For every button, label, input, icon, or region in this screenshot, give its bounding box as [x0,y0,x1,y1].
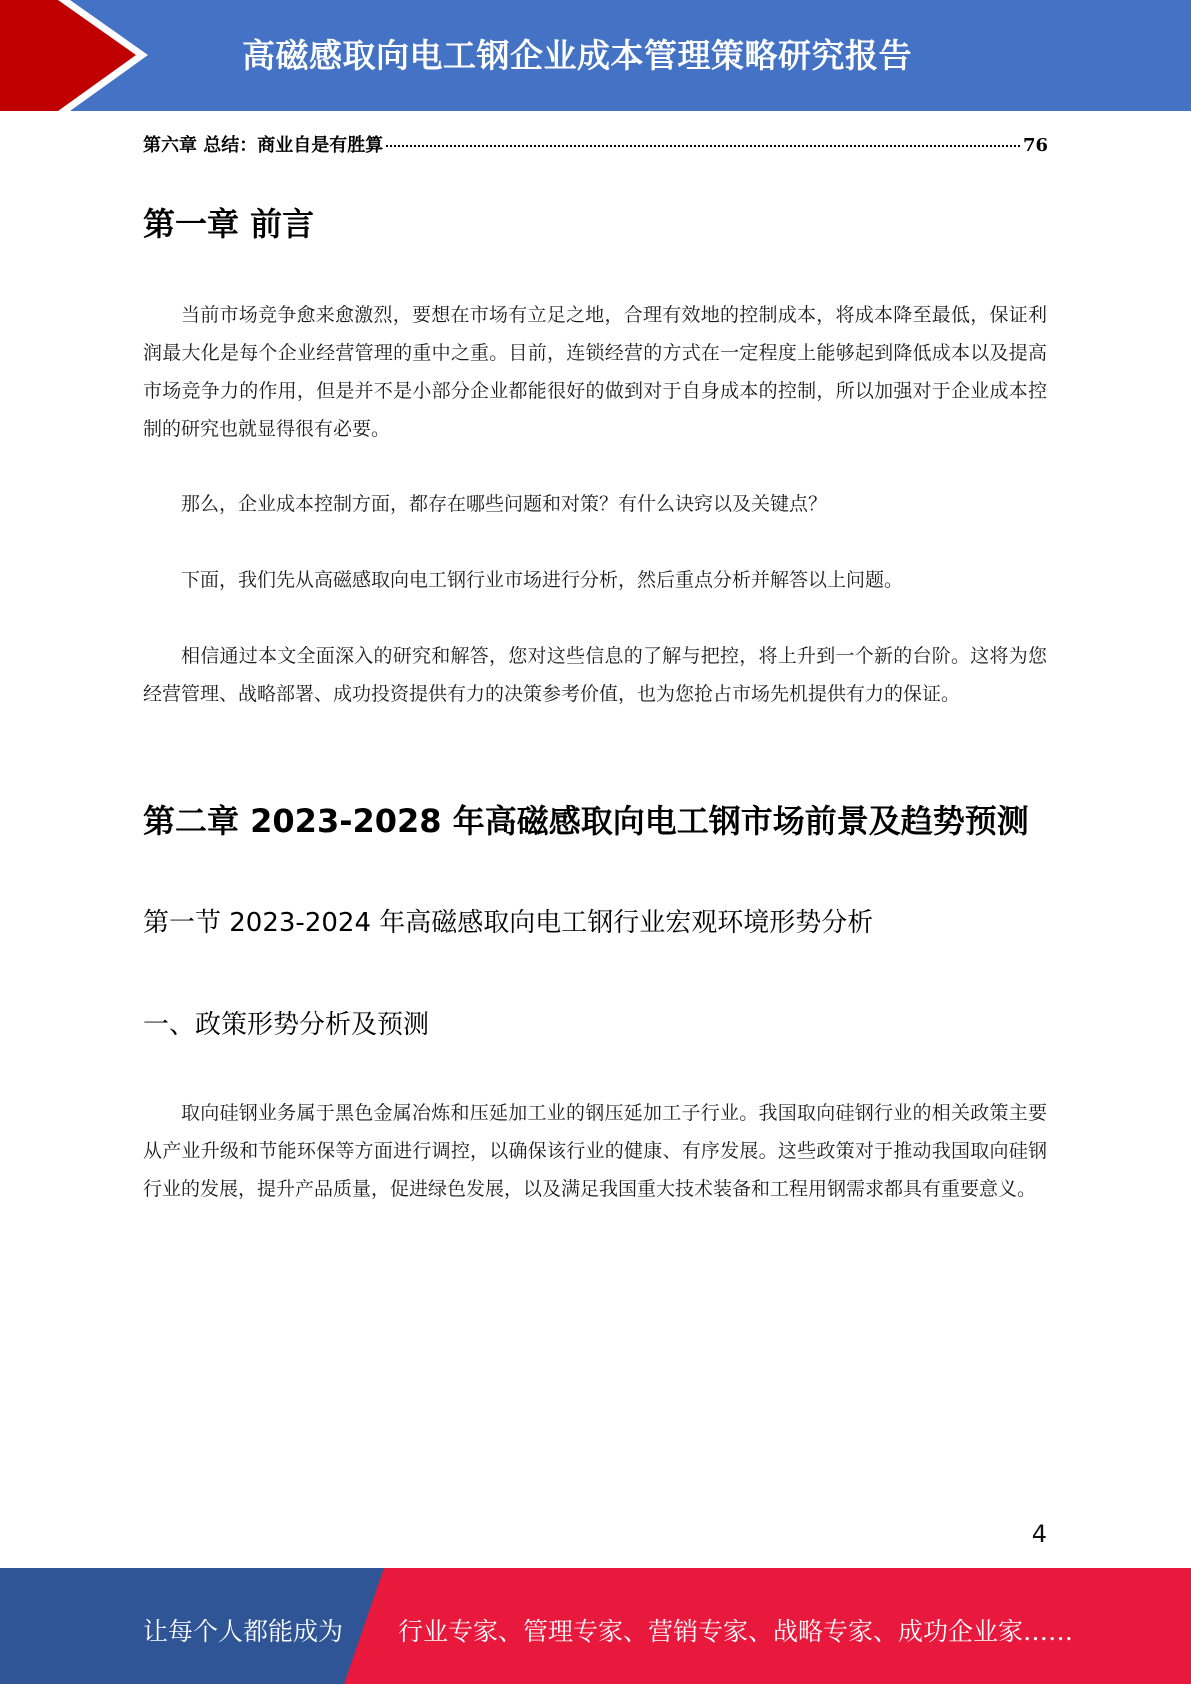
chapter-1-paragraph-2: 那么，企业成本控制方面，都存在哪些问题和对策？有什么诀窍以及关键点？ [181,493,828,515]
chapter-1-paragraph-1: 当前市场竞争愈来愈激烈，要想在市场有立足之地，合理有效地的控制成本，将成本降至最低，保证利润最大化是每个企业经营管理的重中之重。目前，连锁经营的方式在一定程度上能够起到降低成本以及提高市场竞争力的作用，但是并不是小部分企业都能很好的做到对于自身成本的控制，所以加强对于企业成本控制的研究也就显得很有必要。 [143,304,1047,440]
chapter-1-paragraph-4: 相信通过本文全面深入的研究和解答，您对这些信息的了解与把控，将上升到一个新的台阶。这将为您经营管理、战略部署、成功投资提供有力的决策参考价值，也为您抢占市场先机提供有力的保证。 [143,645,1047,705]
toc-dot-leader [386,145,1020,147]
footer-banner [0,1568,1191,1684]
footer-slogan-left: 让每个人都能成为 [143,1617,344,1646]
header-chevron-decoration [0,0,160,111]
footer-slogan-right: 行业专家、管理专家、营销专家、战略专家、成功企业家…… [398,1617,1074,1646]
chapter-2-heading: 第二章 2023-2028 年高磁感取向电工钢市场前景及趋势预测 [143,802,1029,840]
section-1-heading: 第一节 2023-2024 年高磁感取向电工钢行业宏观环境形势分析 [143,908,874,938]
header-banner [0,0,1191,111]
toc-entry[interactable] [143,131,1048,157]
subsection-1-paragraph: 取向硅钢业务属于黑色金属冶炼和压延加工业的钢压延加工子行业。我国取向硅钢行业的相关政策主要从产业升级和节能环保等方面进行调控，以确保该行业的健康、有序发展。这些政策对于推动我国取向硅钢行业的发展，提升产品质量，促进绿色发展，以及满足我国重大技术装备和工程用钢需求都具有重要意义。 [143,1102,1047,1200]
chapter-1-paragraph-3: 下面，我们先从高磁感取向电工钢行业市场进行分析，然后重点分析并解答以上问题。 [181,569,904,591]
chapter-1-heading: 第一章 前言 [143,205,315,243]
toc-entry-page: 76 [1022,135,1048,156]
page-number: 4 [1031,1520,1047,1548]
document-title: 高磁感取向电工钢企业成本管理策略研究报告 [242,36,912,75]
subsection-1-heading: 一、政策形势分析及预测 [143,1010,430,1040]
toc-entry-label: 第六章 总结：商业自是有胜算 [143,135,384,156]
